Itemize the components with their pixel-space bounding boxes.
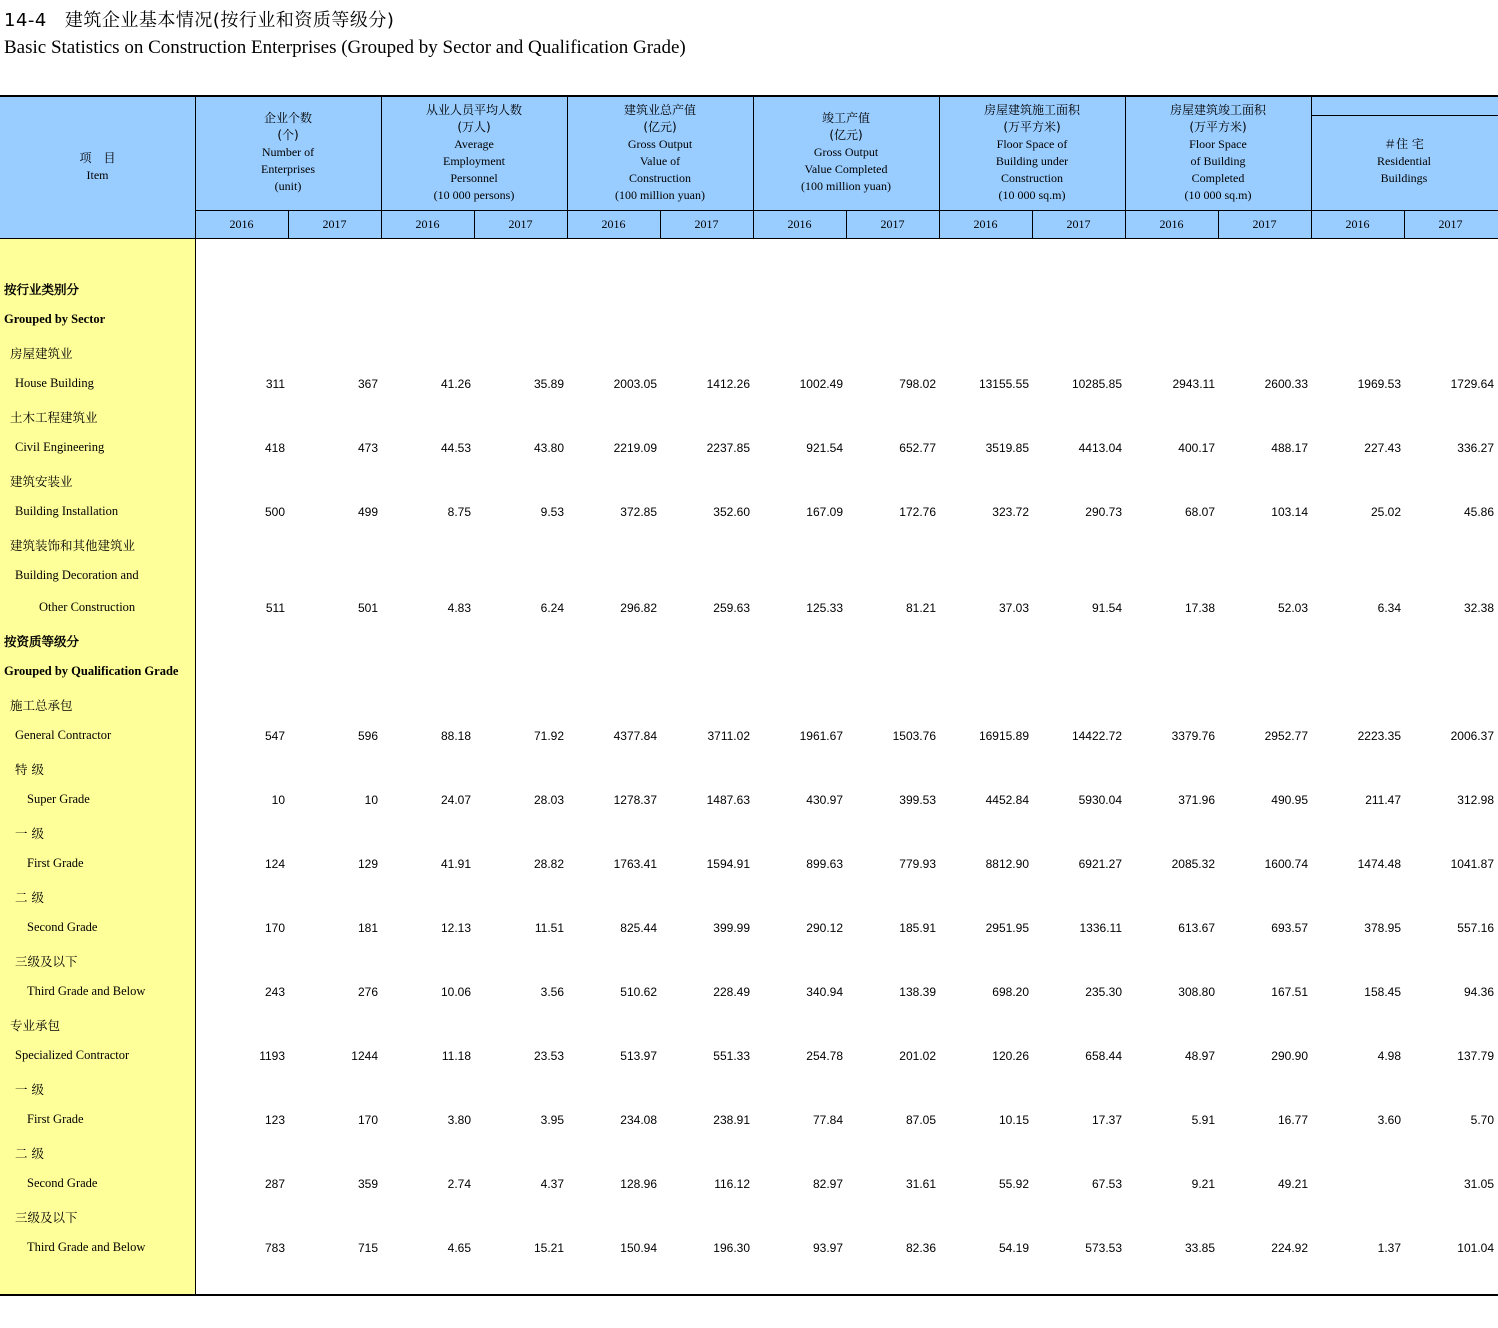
table-cell: 185.91 — [899, 921, 936, 935]
table-top-rule — [0, 95, 1498, 97]
table-cell: 1961.67 — [799, 729, 843, 743]
table-cell: 129 — [357, 857, 378, 871]
table-cell: 77.84 — [812, 1113, 843, 1127]
table-cell: 16.77 — [1277, 1113, 1308, 1127]
column-header-line: (unit) — [274, 179, 302, 193]
row-label: Third Grade and Below — [27, 1240, 146, 1254]
column-header-line: 竣工产值 — [821, 111, 870, 125]
table-cell: 138.39 — [899, 985, 936, 999]
row-label: Other Construction — [39, 600, 136, 614]
table-cell: 17.37 — [1091, 1113, 1122, 1127]
table-cell: 6.24 — [540, 601, 564, 615]
row-label: Building Installation — [15, 504, 119, 518]
table-cell: 899.63 — [806, 857, 843, 871]
table-cell: 12.13 — [440, 921, 471, 935]
table-cell: 367 — [357, 377, 378, 391]
column-header — [195, 110, 381, 195]
table-cell: 4452.84 — [985, 793, 1029, 807]
table-cell: 13155.55 — [978, 377, 1029, 391]
year-header: 2017 — [880, 217, 905, 231]
column-header-line: 建筑业总产值 — [623, 103, 696, 117]
row-label: 一 级 — [15, 1082, 44, 1097]
table-cell: 3.60 — [1377, 1113, 1401, 1127]
year-header: 2016 — [415, 217, 440, 231]
row-label: First Grade — [27, 856, 84, 870]
table-cell: 137.79 — [1457, 1049, 1494, 1063]
table-bottom-rule — [0, 1294, 1498, 1296]
table-cell: 372.85 — [620, 505, 657, 519]
table-cell: 490.95 — [1271, 793, 1308, 807]
table-cell: 88.18 — [440, 729, 471, 743]
column-header-line: Value Completed — [804, 162, 888, 176]
year-header: 2016 — [787, 217, 812, 231]
table-cell: 8812.90 — [985, 857, 1029, 871]
table-cell: 2952.77 — [1264, 729, 1308, 743]
row-label: 土木工程建筑业 — [10, 410, 98, 425]
table-cell: 71.92 — [533, 729, 564, 743]
table-cell: 2223.35 — [1357, 729, 1401, 743]
table-cell: 67.53 — [1091, 1177, 1122, 1191]
row-label: 三级及以下 — [15, 954, 78, 969]
table-cell: 551.33 — [713, 1049, 750, 1063]
year-header: 2017 — [694, 217, 719, 231]
row-label: Third Grade and Below — [27, 984, 146, 998]
row-label: Second Grade — [27, 920, 98, 934]
table-cell: 3.56 — [540, 985, 564, 999]
table-cell: 234.08 — [620, 1113, 657, 1127]
stub-header — [0, 150, 195, 184]
table-cell: 290.73 — [1085, 505, 1122, 519]
table-cell: 2.74 — [447, 1177, 471, 1191]
table-cell: 430.97 — [806, 793, 843, 807]
table-cell: 3519.85 — [985, 441, 1029, 455]
table-cell: 172.76 — [899, 505, 936, 519]
table-cell: 1474.48 — [1357, 857, 1401, 871]
table-cell: 499 — [357, 505, 378, 519]
table-cell: 31.61 — [905, 1177, 936, 1191]
table-cell: 44.53 — [440, 441, 471, 455]
column-header-line: (10 000 sq.m) — [1184, 188, 1252, 202]
table-cell: 45.86 — [1463, 505, 1494, 519]
table-cell: 312.98 — [1457, 793, 1494, 807]
table-cell: 82.36 — [905, 1241, 936, 1255]
column-header-line: Floor Space — [1189, 137, 1247, 151]
table-cell: 4.37 — [540, 1177, 564, 1191]
row-label: 按行业类别分 — [4, 282, 80, 297]
table-cell: 54.19 — [998, 1241, 1029, 1255]
table-cell: 8.75 — [447, 505, 471, 519]
column-header-line: 房屋建筑竣工面积 — [1169, 103, 1266, 117]
table-cell: 28.03 — [533, 793, 564, 807]
table-cell: 116.12 — [714, 1177, 750, 1191]
stub-header-cn: 项 目 — [79, 151, 116, 165]
table-cell: 1002.49 — [799, 377, 843, 391]
table-cell: 15.21 — [533, 1241, 564, 1255]
column-header-line: (个) — [277, 128, 299, 142]
table-cell: 1969.53 — [1357, 377, 1401, 391]
table-cell: 81.21 — [905, 601, 936, 615]
row-label: First Grade — [27, 1112, 84, 1126]
row-label: Grouped by Sector — [4, 312, 106, 326]
year-header: 2017 — [1438, 217, 1463, 231]
table-cell: 120.26 — [992, 1049, 1029, 1063]
row-label: 二 级 — [15, 1146, 44, 1161]
year-header: 2016 — [973, 217, 998, 231]
row-label: 建筑装饰和其他建筑业 — [10, 538, 136, 553]
column-header-line: Construction — [629, 171, 691, 185]
row-label: Civil Engineering — [15, 440, 105, 454]
table-cell: 276 — [357, 985, 378, 999]
table-cell: 698.20 — [992, 985, 1029, 999]
column-header-line: Value of — [639, 154, 681, 168]
column-header-line: (万平方米) — [1003, 120, 1061, 134]
column-header — [753, 110, 939, 195]
table-cell: 48.97 — [1184, 1049, 1215, 1063]
table-cell: 3379.76 — [1171, 729, 1215, 743]
table-cell: 557.16 — [1457, 921, 1494, 935]
table-cell: 201.02 — [899, 1049, 936, 1063]
table-cell: 399.99 — [713, 921, 750, 935]
table-cell: 228.49 — [713, 985, 750, 999]
table-cell: 1193 — [259, 1049, 285, 1063]
column-header-line: (亿元) — [643, 120, 677, 134]
table-title-chinese — [4, 6, 394, 32]
row-label: Grouped by Qualification Grade — [4, 664, 179, 678]
table-cell: 125.33 — [806, 601, 843, 615]
table-cell: 33.85 — [1184, 1241, 1215, 1255]
column-header — [381, 102, 567, 204]
table-cell: 52.03 — [1277, 601, 1308, 615]
table-title-chinese-text: 建筑企业基本情况(按行业和资质等级分) — [64, 10, 395, 31]
table-cell: 510.62 — [620, 985, 657, 999]
table-cell: 418 — [264, 441, 285, 455]
row-label: 施工总承包 — [10, 698, 73, 713]
column-header-line: 企业个数 — [263, 111, 312, 125]
table-cell: 693.57 — [1271, 921, 1308, 935]
table-cell: 128.96 — [620, 1177, 657, 1191]
table-cell: 196.30 — [713, 1241, 750, 1255]
table-cell: 123 — [264, 1113, 285, 1127]
table-cell: 352.60 — [713, 505, 750, 519]
table-cell: 150.94 — [620, 1241, 657, 1255]
column-header-line: (100 million yuan) — [615, 188, 705, 202]
table-cell: 16915.89 — [978, 729, 1029, 743]
table-cell: 41.91 — [440, 857, 471, 871]
table-cell: 31.05 — [1463, 1177, 1494, 1191]
table-cell: 68.07 — [1184, 505, 1215, 519]
table-cell: 2943.11 — [1172, 377, 1215, 391]
table-cell: 488.17 — [1271, 441, 1308, 455]
table-cell: 2951.95 — [985, 921, 1029, 935]
table-cell: 371.96 — [1178, 793, 1215, 807]
table-cell: 24.07 — [440, 793, 471, 807]
column-header — [939, 102, 1125, 204]
row-label: Building Decoration and — [15, 568, 139, 582]
table-cell: 2237.85 — [706, 441, 750, 455]
table-cell: 1763.41 — [613, 857, 657, 871]
column-header-line: 房屋建筑施工面积 — [983, 103, 1080, 117]
table-cell: 32.38 — [1463, 601, 1494, 615]
table-cell: 473 — [357, 441, 378, 455]
table-cell: 2219.09 — [613, 441, 657, 455]
column-header — [1311, 136, 1497, 187]
table-cell: 783 — [264, 1241, 285, 1255]
column-header-line: Construction — [1001, 171, 1063, 185]
table-cell: 10.06 — [440, 985, 471, 999]
row-label: 房屋建筑业 — [10, 346, 73, 361]
table-cell: 1729.64 — [1450, 377, 1494, 391]
table-cell: 167.09 — [806, 505, 843, 519]
row-label: 专业承包 — [10, 1018, 61, 1033]
table-number: 14-4 — [4, 10, 47, 31]
column-header — [567, 102, 753, 204]
table-cell: 11.51 — [534, 921, 564, 935]
column-header-line: Gross Output — [627, 137, 693, 151]
table-cell: 2003.05 — [613, 377, 657, 391]
table-cell: 1412.26 — [706, 377, 750, 391]
row-label: Super Grade — [27, 792, 90, 806]
row-label: 按资质等级分 — [4, 634, 80, 649]
table-cell: 224.92 — [1271, 1241, 1308, 1255]
table-cell: 91.54 — [1091, 601, 1122, 615]
column-header-line: (万平方米) — [1189, 120, 1247, 134]
table-cell: 211.47 — [1365, 793, 1401, 807]
column-header-line: of Building — [1190, 154, 1246, 168]
table-cell: 25.02 — [1370, 505, 1401, 519]
table-cell: 500 — [264, 505, 285, 519]
table-cell: 10.15 — [998, 1113, 1029, 1127]
table-cell: 4.83 — [447, 601, 471, 615]
table-cell: 400.17 — [1178, 441, 1215, 455]
table-cell: 323.72 — [992, 505, 1029, 519]
year-header: 2016 — [601, 217, 626, 231]
table-cell: 290.90 — [1271, 1049, 1308, 1063]
table-cell: 1278.37 — [613, 793, 657, 807]
table-cell: 1244 — [351, 1049, 378, 1063]
table-cell: 10285.85 — [1071, 377, 1122, 391]
table-cell: 11.18 — [441, 1049, 471, 1063]
table-cell: 3711.02 — [707, 729, 750, 743]
column-header-line: Building under — [995, 154, 1069, 168]
table-cell: 14422.72 — [1071, 729, 1122, 743]
table-cell: 652.77 — [899, 441, 936, 455]
column-header-line: (10 000 persons) — [433, 188, 515, 202]
table-cell: 170 — [264, 921, 285, 935]
table-cell: 2600.33 — [1264, 377, 1308, 391]
stub-divider — [195, 239, 196, 1294]
table-cell: 238.91 — [713, 1113, 750, 1127]
table-cell: 1487.63 — [706, 793, 750, 807]
table-cell: 290.12 — [806, 921, 843, 935]
table-cell: 658.44 — [1085, 1049, 1122, 1063]
row-label: 特 级 — [15, 762, 44, 777]
table-cell: 94.36 — [1463, 985, 1494, 999]
year-header: 2017 — [322, 217, 347, 231]
table-cell: 235.30 — [1085, 985, 1122, 999]
table-cell: 1041.87 — [1450, 857, 1494, 871]
table-cell: 23.53 — [533, 1049, 564, 1063]
table-cell: 35.89 — [533, 377, 564, 391]
table-cell: 259.63 — [713, 601, 750, 615]
table-cell: 101.04 — [1457, 1241, 1494, 1255]
table-cell: 167.51 — [1271, 985, 1308, 999]
table-cell: 4377.84 — [613, 729, 657, 743]
row-label: 三级及以下 — [15, 1210, 78, 1225]
table-cell: 170 — [357, 1113, 378, 1127]
header-sub-rule — [1311, 115, 1498, 116]
table-cell: 825.44 — [620, 921, 657, 935]
table-cell: 359 — [357, 1177, 378, 1191]
table-cell: 1594.91 — [706, 857, 750, 871]
table-cell: 501 — [357, 601, 378, 615]
table-cell: 308.80 — [1178, 985, 1215, 999]
table-cell: 715 — [357, 1241, 378, 1255]
table-cell: 87.05 — [905, 1113, 936, 1127]
table-cell: 399.53 — [899, 793, 936, 807]
table-cell: 158.45 — [1364, 985, 1401, 999]
column-header-line: Enterprises — [261, 162, 315, 176]
column-header-line: Buildings — [1380, 171, 1428, 185]
table-cell: 340.94 — [806, 985, 843, 999]
table-cell: 227.43 — [1364, 441, 1401, 455]
year-header: 2016 — [1345, 217, 1370, 231]
table-cell: 573.53 — [1085, 1241, 1122, 1255]
table-cell: 4.98 — [1377, 1049, 1401, 1063]
table-cell: 1600.74 — [1264, 857, 1308, 871]
table-cell: 4.65 — [447, 1241, 471, 1255]
header-year-rule — [195, 210, 1498, 211]
column-header-line: Number of — [261, 145, 315, 159]
column-header-line: (10 000 sq.m) — [998, 188, 1066, 202]
column-header-line: 从业人员平均人数 — [425, 103, 522, 117]
column-header-line: Floor Space of — [996, 137, 1068, 151]
table-cell: 6.34 — [1377, 601, 1401, 615]
table-cell: 4413.04 — [1078, 441, 1122, 455]
header-bottom-rule — [0, 238, 1498, 239]
table-cell: 28.82 — [533, 857, 564, 871]
table-cell: 10 — [364, 793, 378, 807]
table-cell: 82.97 — [812, 1177, 843, 1191]
table-cell: 6921.27 — [1078, 857, 1122, 871]
table-cell: 296.82 — [620, 601, 657, 615]
table-cell: 124 — [264, 857, 285, 871]
row-label: 二 级 — [15, 890, 44, 905]
stub-header-en: Item — [86, 168, 109, 182]
table-cell: 37.03 — [998, 601, 1029, 615]
table-cell: 311 — [265, 377, 285, 391]
row-label: House Building — [15, 376, 94, 390]
table-cell: 181 — [357, 921, 378, 935]
column-header-line: Employment — [443, 154, 505, 168]
table-cell: 243 — [264, 985, 285, 999]
table-cell: 254.78 — [806, 1049, 843, 1063]
table-cell: 547 — [264, 729, 285, 743]
table-cell: 41.26 — [440, 377, 471, 391]
column-header-line: (100 million yuan) — [801, 179, 891, 193]
column-header-line: Residential — [1377, 154, 1431, 168]
table-cell: 613.67 — [1178, 921, 1215, 935]
row-label: General Contractor — [15, 728, 112, 742]
row-label: Second Grade — [27, 1176, 98, 1190]
row-label: Specialized Contractor — [15, 1048, 130, 1062]
table-cell: 49.21 — [1277, 1177, 1308, 1191]
table-cell: 3.80 — [447, 1113, 471, 1127]
year-header: 2017 — [1066, 217, 1091, 231]
table-cell: 55.92 — [998, 1177, 1029, 1191]
table-cell: 336.27 — [1457, 441, 1494, 455]
table-cell: 5.91 — [1191, 1113, 1215, 1127]
column-header-line: Average — [454, 137, 494, 151]
table-cell: 9.53 — [540, 505, 564, 519]
table-cell: 511 — [265, 601, 285, 615]
table-cell: 798.02 — [899, 377, 936, 391]
column-header-line: ＃住 宅 — [1384, 137, 1424, 151]
table-cell: 43.80 — [533, 441, 564, 455]
table-cell: 103.14 — [1271, 505, 1308, 519]
year-header: 2016 — [1159, 217, 1184, 231]
table-cell: 1503.76 — [892, 729, 936, 743]
column-header-line: Personnel — [450, 171, 498, 185]
year-header: 2017 — [1252, 217, 1277, 231]
table-cell: 3.95 — [540, 1113, 564, 1127]
year-header: 2017 — [508, 217, 533, 231]
table-cell: 5.70 — [1470, 1113, 1494, 1127]
row-label: 一 级 — [15, 826, 44, 841]
column-header — [1125, 102, 1311, 204]
table-cell: 93.97 — [812, 1241, 843, 1255]
row-label: 建筑安装业 — [10, 474, 73, 489]
table-cell: 779.93 — [899, 857, 936, 871]
column-header-line: Gross Output — [813, 145, 879, 159]
table-cell: 10 — [271, 793, 285, 807]
table-cell: 2006.37 — [1450, 729, 1494, 743]
table-cell: 596 — [357, 729, 378, 743]
year-header: 2016 — [229, 217, 254, 231]
table-cell: 1336.11 — [1079, 921, 1122, 935]
table-cell: 17.38 — [1184, 601, 1215, 615]
table-cell: 921.54 — [806, 441, 843, 455]
table-cell: 1.37 — [1377, 1241, 1401, 1255]
table-cell: 513.97 — [620, 1049, 657, 1063]
column-header-line: (万人) — [457, 120, 491, 134]
column-header-line: Completed — [1191, 171, 1245, 185]
table-cell: 378.95 — [1364, 921, 1401, 935]
column-header-line: (亿元) — [829, 128, 863, 142]
table-cell: 287 — [264, 1177, 285, 1191]
table-cell: 5930.04 — [1078, 793, 1122, 807]
table-title-english: Basic Statistics on Construction Enterprises (Grouped by Sector and Qualification Grade) — [4, 37, 686, 58]
table-cell: 9.21 — [1191, 1177, 1215, 1191]
table-cell: 2085.32 — [1171, 857, 1215, 871]
